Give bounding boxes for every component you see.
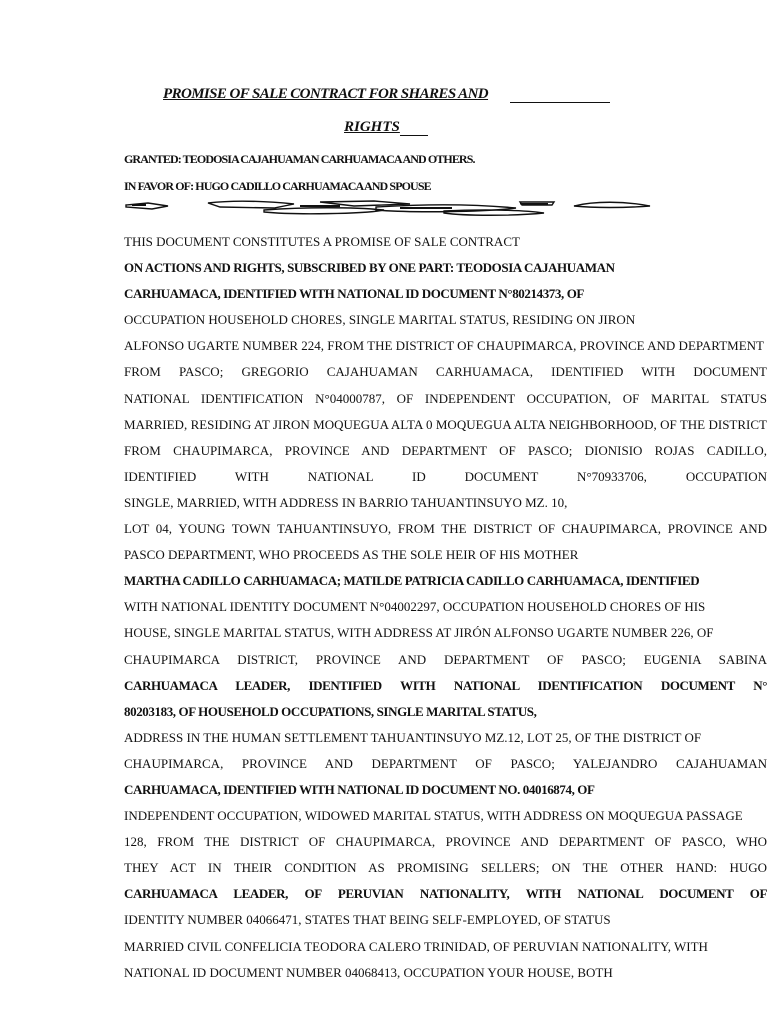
body-line: ALFONSO UGARTE NUMBER 224, FROM THE DISTRICT OF CHAUPIMARCA, PROVINCE AND DEPARTMENT (124, 338, 764, 354)
body-line: NATIONAL ID DOCUMENT NUMBER 04068413, OCCUPATION YOUR HOUSE, BOTH (124, 964, 613, 980)
body-line: IDENTIFIED WITH NATIONAL ID DOCUMENT N°70933706, OCCUPATION (124, 468, 767, 484)
body-line: CARHUAMACA, IDENTIFIED WITH NATIONAL ID DOCUMENT N°80214373, OF (124, 286, 584, 302)
body-line: MARTHA CADILLO CARHUAMACA; MATILDE PATRICIA CADILLO CARHUAMACA, IDENTIFIED (124, 573, 700, 589)
body-line: ADDRESS IN THE HUMAN SETTLEMENT TAHUANTINSUYO MZ.12, LOT 25, OF THE DISTRICT OF (124, 729, 702, 745)
body-line: CHAUPIMARCA, PROVINCE AND DEPARTMENT OF PASCO; YALEJANDRO CAJAHUAMAN (124, 755, 767, 771)
body-line: THEY ACT IN THEIR CONDITION AS PROMISING SELLERS; ON THE OTHER HAND: HUGO (124, 860, 767, 876)
body-line: IDENTITY NUMBER 04066471, STATES THAT BEING SELF-EMPLOYED, OF STATUS (124, 912, 611, 928)
body-line: NATIONAL IDENTIFICATION N°04000787, OF INDEPENDENT OCCUPATION, OF MARITAL STATUS (124, 390, 767, 406)
contract-body (124, 229, 767, 986)
body-line: SINGLE, MARRIED, WITH ADDRESS IN BARRIO TAHUANTINSUYO MZ. 10, (124, 494, 568, 510)
body-line: WITH NATIONAL IDENTITY DOCUMENT N°04002297, OCCUPATION HOUSEHOLD CHORES OF HIS (124, 599, 706, 615)
body-line: CARHUAMACA, IDENTIFIED WITH NATIONAL ID DOCUMENT NO. 04016874, OF (124, 781, 595, 797)
body-line: PASCO DEPARTMENT, WHO PROCEEDS AS THE SOLE HEIR OF HIS MOTHER (124, 547, 579, 563)
body-line: LOT 04, YOUNG TOWN TAHUANTINSUYO, FROM THE DISTRICT OF CHAUPIMARCA, PROVINCE AND (124, 521, 767, 537)
body-line: OCCUPATION HOUSEHOLD CHORES, SINGLE MARITAL STATUS, RESIDING ON JIRON (124, 312, 636, 328)
body-line: 128, FROM THE DISTRICT OF CHAUPIMARCA, PROVINCE AND DEPARTMENT OF PASCO, WHO (124, 834, 767, 850)
title-line-1: PROMISE OF SALE CONTRACT FOR SHARES AND (163, 86, 489, 102)
body-line: ON ACTIONS AND RIGHTS, SUBSCRIBED BY ONE PART: TEODOSIA CAJAHUAMAN (124, 260, 615, 276)
body-line: FROM PASCO; GREGORIO CAJAHUAMAN CARHUAMACA, IDENTIFIED WITH DOCUMENT (124, 364, 767, 380)
title-underline-extension (510, 102, 610, 103)
granted-by: GRANTED: TEODOSIA CAJAHUAMAN CARHUAMACA AND OTHERS. (124, 152, 475, 166)
body-line: FROM CHAUPIMARCA, PROVINCE AND DEPARTMENT OF PASCO; DIONISIO ROJAS CADILLO, (124, 442, 767, 458)
title-line-2: RIGHTS (344, 119, 400, 135)
body-line: MARRIED CIVIL CONFELICIA TEODORA CALERO TRINIDAD, OF PERUVIAN NATIONALITY, WITH (124, 938, 708, 954)
body-line: CHAUPIMARCA DISTRICT, PROVINCE AND DEPARTMENT OF PASCO; EUGENIA SABINA (124, 651, 767, 667)
body-line: HOUSE, SINGLE MARITAL STATUS, WITH ADDRESS AT JIRÓN ALFONSO UGARTE NUMBER 226, OF (124, 625, 714, 641)
body-line: INDEPENDENT OCCUPATION, WIDOWED MARITAL STATUS, WITH ADDRESS ON MOQUEGUA PASSAGE (124, 808, 743, 824)
body-line: CARHUAMACA LEADER, IDENTIFIED WITH NATIONAL IDENTIFICATION DOCUMENT N° (124, 677, 767, 693)
title-underline-extension-2 (400, 135, 428, 136)
in-favor-of: IN FAVOR OF: HUGO CADILLO CARHUAMACA AND SPOUSE (124, 179, 431, 193)
body-line: 80203183, OF HOUSEHOLD OCCUPATIONS, SINGLE MARITAL STATUS, (124, 703, 537, 719)
smudged-stamp-icon (124, 198, 654, 218)
body-line: THIS DOCUMENT CONSTITUTES A PROMISE OF SALE CONTRACT (124, 234, 520, 249)
body-line: MARRIED, RESIDING AT JIRON MOQUEGUA ALTA 0 MOQUEGUA ALTA NEIGHBORHOOD, OF THE DISTRICT (124, 416, 767, 432)
body-line: CARHUAMACA LEADER, OF PERUVIAN NATIONALITY, WITH NATIONAL DOCUMENT OF (124, 886, 767, 902)
